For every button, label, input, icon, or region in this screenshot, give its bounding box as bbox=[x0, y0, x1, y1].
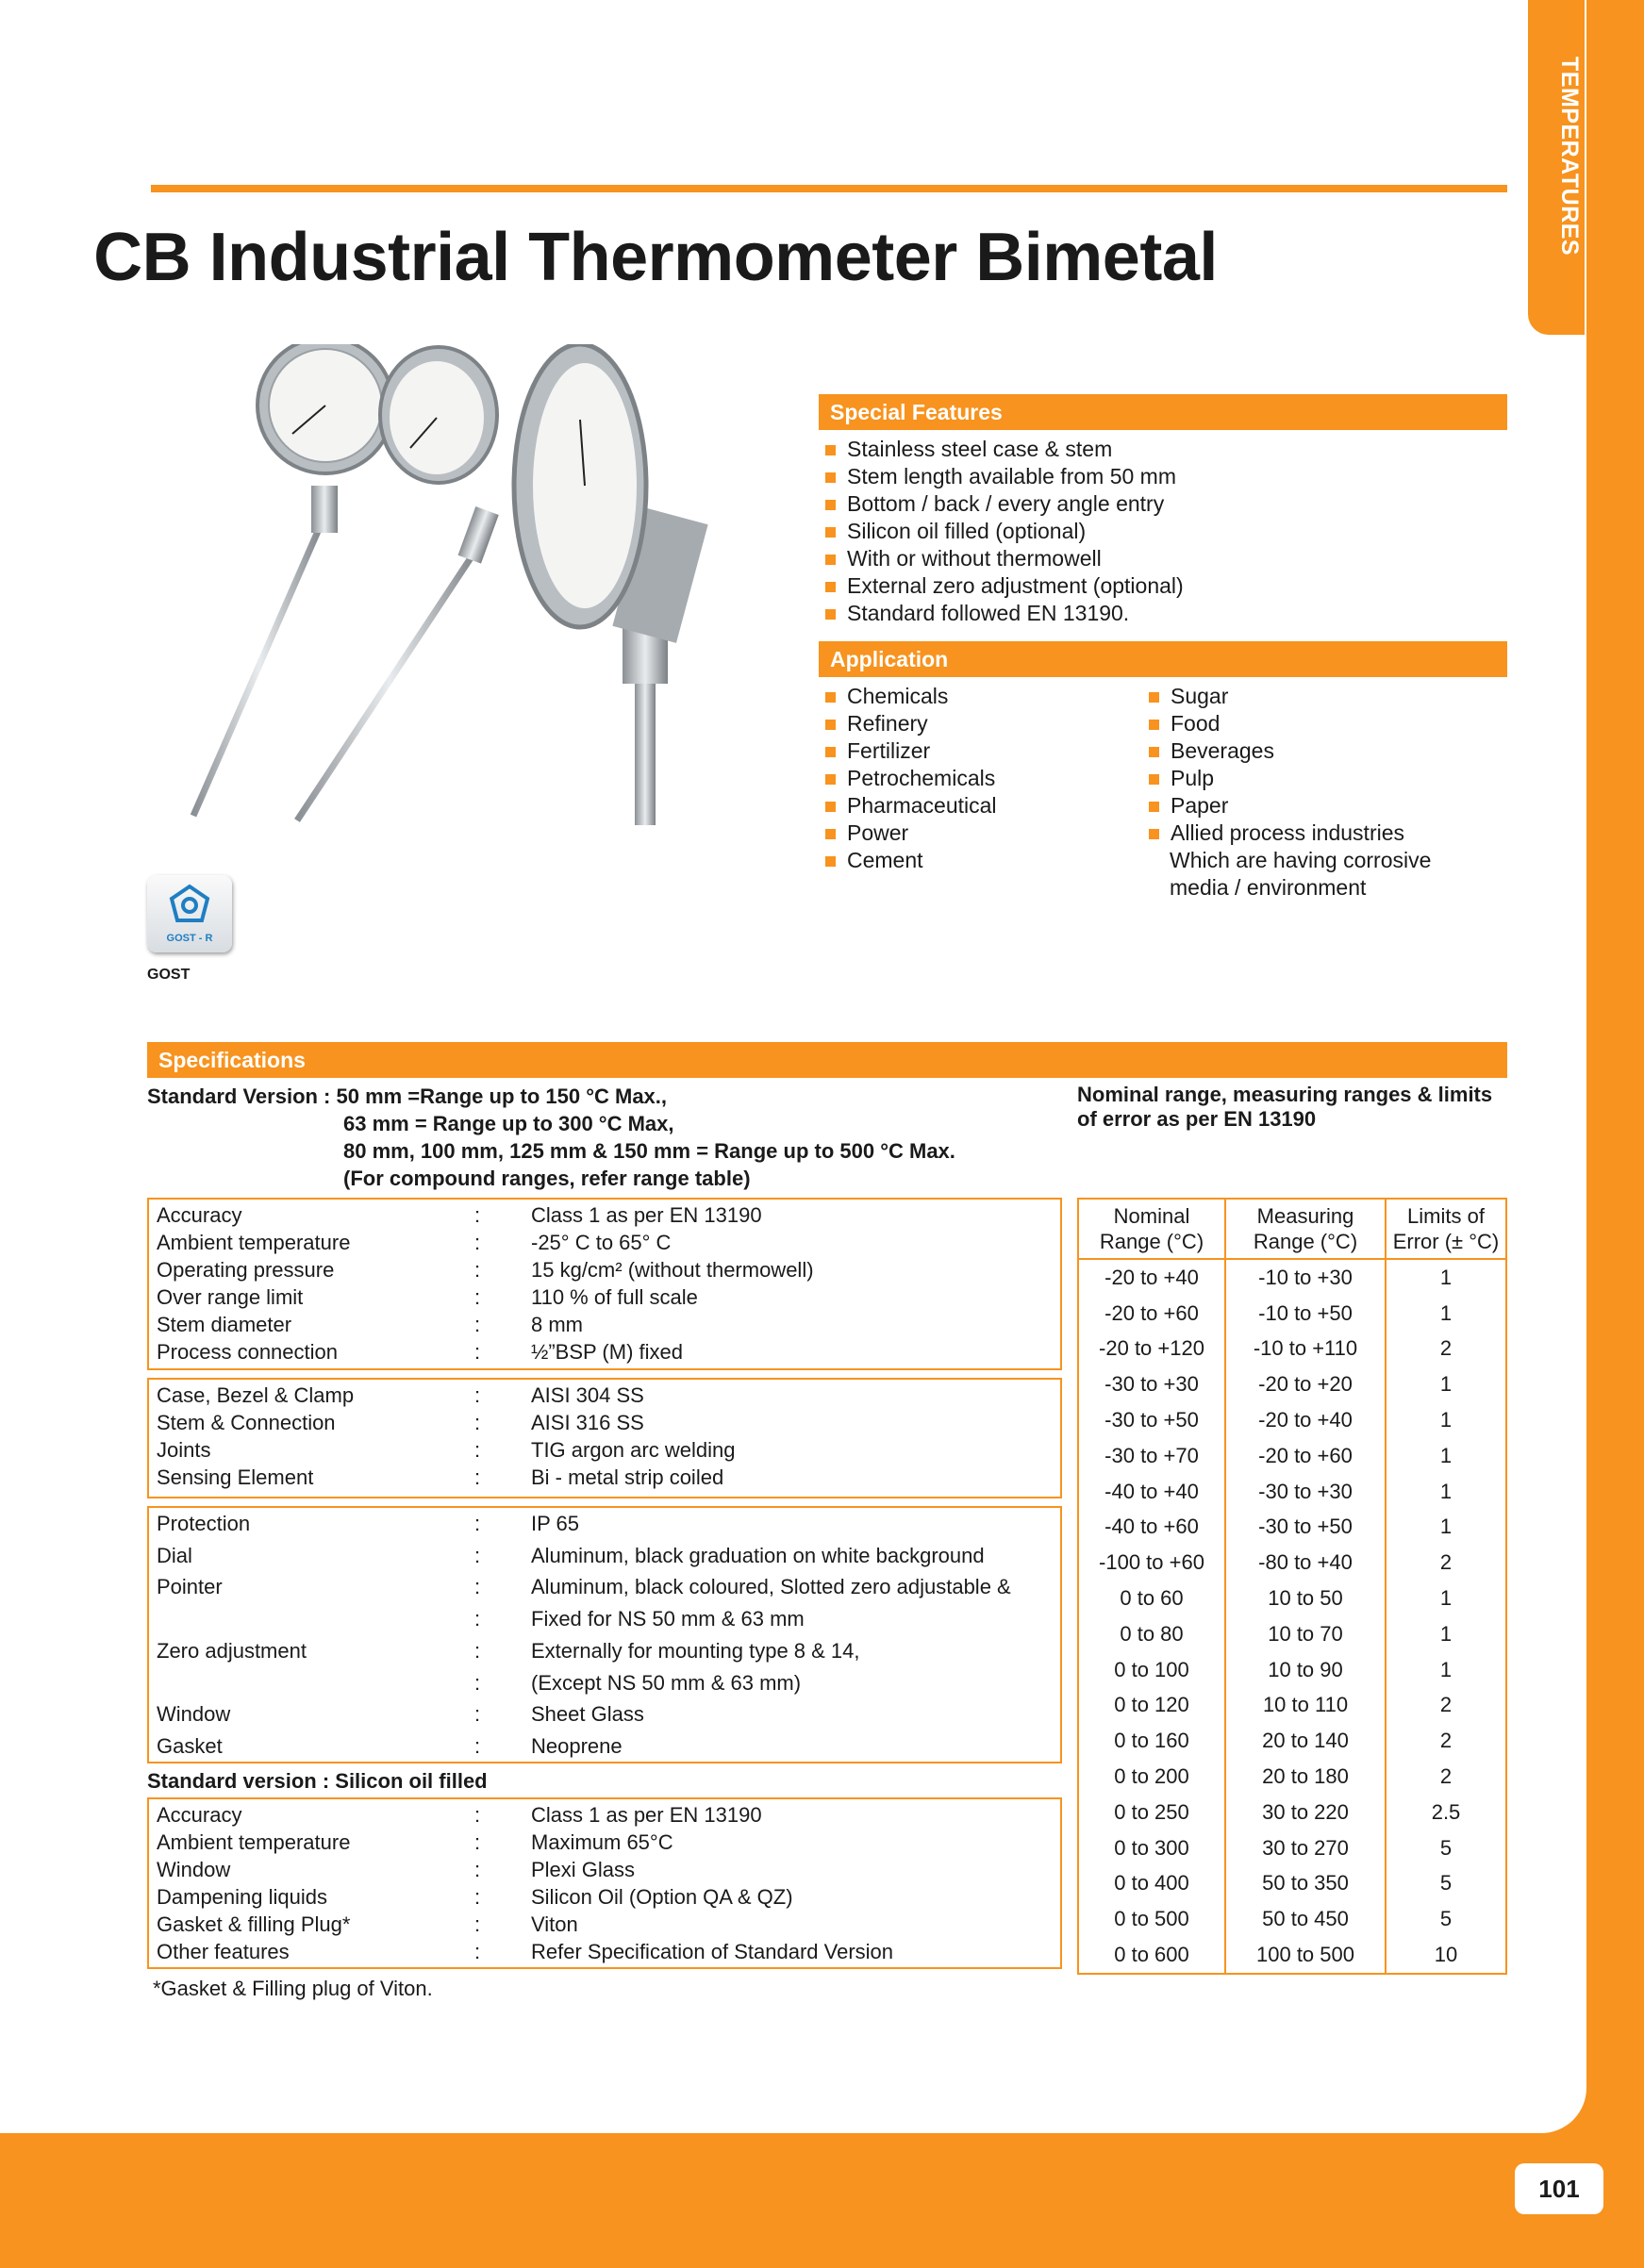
measuring-range-cell: 10 to 70 bbox=[1225, 1616, 1386, 1652]
nominal-range-cell: 0 to 600 bbox=[1078, 1937, 1225, 1974]
spec-label: Dial bbox=[157, 1543, 192, 1567]
spec-value: Fixed for NS 50 mm & 63 mm bbox=[531, 1607, 805, 1631]
measuring-range-cell: 10 to 110 bbox=[1225, 1688, 1386, 1724]
error-limit-cell: 1 bbox=[1386, 1259, 1506, 1296]
spec-value: TIG argon arc welding bbox=[531, 1438, 736, 1462]
range-table-row bbox=[1078, 1866, 1506, 1902]
spec-label: Stem diameter bbox=[157, 1313, 292, 1336]
spec-label: Dampening liquids bbox=[157, 1885, 327, 1909]
gost-badge bbox=[147, 875, 232, 952]
feature-item bbox=[822, 518, 1184, 545]
range-table-row bbox=[1078, 1616, 1506, 1652]
standard-version-line-2: 63 mm = Range up to 300 °C Max, bbox=[343, 1112, 674, 1135]
application-item bbox=[1146, 683, 1431, 710]
spec-separator: : bbox=[474, 1830, 481, 1854]
nominal-range-cell: 0 to 200 bbox=[1078, 1759, 1225, 1795]
spec-separator: : bbox=[474, 1940, 481, 1963]
footnote: *Gasket & Filling plug of Viton. bbox=[153, 1977, 433, 2000]
application-text: Power bbox=[847, 820, 909, 845]
application-text: Refinery bbox=[847, 711, 928, 736]
application-item bbox=[822, 710, 997, 737]
error-limit-cell: 10 bbox=[1386, 1937, 1506, 1974]
feature-text: With or without thermowell bbox=[847, 546, 1102, 571]
spec-value: Sheet Glass bbox=[531, 1702, 644, 1727]
spec-value: Silicon Oil (Option QA & QZ) bbox=[531, 1885, 793, 1909]
error-limit-cell: 2 bbox=[1386, 1759, 1506, 1795]
error-limit-cell: 1 bbox=[1386, 1616, 1506, 1652]
square-bullet-icon bbox=[825, 747, 836, 757]
spec-label: Gasket & filling Plug* bbox=[157, 1912, 351, 1936]
measuring-range-cell: 50 to 450 bbox=[1225, 1901, 1386, 1937]
footer-band bbox=[0, 2133, 1644, 2268]
page-number: 101 bbox=[1515, 2163, 1603, 2214]
feature-text: Bottom / back / every angle entry bbox=[847, 491, 1165, 516]
spec-value: AISI 316 SS bbox=[531, 1411, 644, 1434]
header-nominal-line-1: Nominal bbox=[1113, 1204, 1190, 1228]
spec-label: Ambient temperature bbox=[157, 1830, 351, 1854]
application-heading: Application bbox=[819, 641, 1507, 677]
special-features-list bbox=[822, 436, 1184, 627]
spec-separator: : bbox=[474, 1733, 481, 1758]
square-bullet-icon bbox=[1149, 774, 1159, 785]
measuring-range-cell: 20 to 140 bbox=[1225, 1723, 1386, 1759]
spec-separator: : bbox=[474, 1912, 481, 1936]
nominal-range-cell: -20 to +40 bbox=[1078, 1259, 1225, 1296]
spec-label: Gasket bbox=[157, 1733, 223, 1758]
range-table-row bbox=[1078, 1259, 1506, 1296]
measuring-range-cell: 50 to 350 bbox=[1225, 1866, 1386, 1902]
range-table-row bbox=[1078, 1402, 1506, 1438]
error-limit-cell: 1 bbox=[1386, 1366, 1506, 1402]
square-bullet-icon bbox=[825, 555, 836, 565]
spec-value: Class 1 as per EN 13190 bbox=[531, 1803, 762, 1827]
application-text: Cement bbox=[847, 848, 923, 872]
header-nominal-line-2: Range (°C) bbox=[1099, 1230, 1204, 1253]
application-text: Paper bbox=[1171, 793, 1229, 818]
nominal-range-cell: -20 to +120 bbox=[1078, 1332, 1225, 1367]
range-table-row bbox=[1078, 1332, 1506, 1367]
error-limit-cell: 2.5 bbox=[1386, 1795, 1506, 1830]
spec-value: -25° C to 65° C bbox=[531, 1231, 672, 1254]
range-table-row bbox=[1078, 1510, 1506, 1546]
feature-item bbox=[822, 600, 1184, 627]
spec-value: Bi - metal strip coiled bbox=[531, 1465, 724, 1489]
spec-separator: : bbox=[474, 1512, 481, 1535]
error-limit-cell: 1 bbox=[1386, 1510, 1506, 1546]
error-limit-cell: 2 bbox=[1386, 1723, 1506, 1759]
spec-separator: : bbox=[474, 1670, 481, 1695]
range-table-row bbox=[1078, 1937, 1506, 1974]
header-limits-line-1: Limits of bbox=[1407, 1204, 1485, 1228]
header-limits bbox=[1386, 1199, 1506, 1259]
square-bullet-icon bbox=[825, 720, 836, 730]
application-text: Chemicals bbox=[847, 684, 949, 708]
spec-label: Accuracy bbox=[157, 1203, 242, 1227]
application-item bbox=[822, 765, 997, 792]
square-bullet-icon bbox=[1149, 692, 1159, 703]
header-limits-line-2: Error (± °C) bbox=[1392, 1230, 1500, 1253]
square-bullet-icon bbox=[1149, 720, 1159, 730]
error-limit-cell: 1 bbox=[1386, 1402, 1506, 1438]
nominal-range-cell: 0 to 80 bbox=[1078, 1616, 1225, 1652]
spec-separator: : bbox=[474, 1203, 481, 1227]
standard-version-line-4: (For compound ranges, refer range table) bbox=[343, 1167, 751, 1190]
measuring-range-cell: 10 to 50 bbox=[1225, 1581, 1386, 1616]
error-limit-cell: 1 bbox=[1386, 1581, 1506, 1616]
square-bullet-icon bbox=[825, 472, 836, 483]
application-text: Allied process industries bbox=[1171, 820, 1405, 845]
spec-value: Aluminum, black graduation on white background bbox=[531, 1543, 985, 1567]
application-item bbox=[1146, 765, 1431, 792]
spec-value: Maximum 65°C bbox=[531, 1830, 673, 1854]
nominal-range-cell: 0 to 250 bbox=[1078, 1795, 1225, 1830]
range-table-caption-line-1: Nominal range, measuring ranges & limits bbox=[1077, 1083, 1493, 1106]
gost-badge-text: GOST - R bbox=[166, 933, 213, 944]
standard-version-line-3: 80 mm, 100 mm, 125 mm & 150 mm = Range up to 500 °C Max. bbox=[343, 1139, 955, 1163]
feature-text: Standard followed EN 13190. bbox=[847, 601, 1130, 625]
specifications-heading: Specifications bbox=[147, 1042, 1507, 1078]
range-table-header-row bbox=[1078, 1199, 1506, 1259]
range-table-row bbox=[1078, 1688, 1506, 1724]
error-limit-cell: 5 bbox=[1386, 1830, 1506, 1866]
application-item bbox=[822, 737, 997, 765]
nominal-range-cell: -100 to +60 bbox=[1078, 1545, 1225, 1581]
spec-separator: : bbox=[474, 1285, 481, 1309]
feature-item bbox=[822, 545, 1184, 572]
spec-label: Protection bbox=[157, 1512, 251, 1535]
feature-item bbox=[822, 490, 1184, 518]
gost-caption: GOST bbox=[147, 967, 191, 983]
application-item bbox=[1146, 792, 1431, 819]
application-continuation: Which are having corrosive bbox=[1170, 848, 1432, 872]
spec-value: Aluminum, black coloured, Slotted zero adjustable & bbox=[531, 1575, 1011, 1599]
spec-separator: : bbox=[474, 1438, 481, 1462]
spec-separator: : bbox=[474, 1543, 481, 1567]
header-measuring-line-2: Range (°C) bbox=[1253, 1230, 1358, 1253]
special-features-heading: Special Features bbox=[819, 394, 1507, 430]
square-bullet-icon bbox=[825, 445, 836, 455]
square-bullet-icon bbox=[825, 802, 836, 812]
spec-separator: : bbox=[474, 1231, 481, 1254]
spec-label: Process connection bbox=[157, 1340, 338, 1364]
spec-separator: : bbox=[474, 1803, 481, 1827]
nominal-range-cell: 0 to 100 bbox=[1078, 1652, 1225, 1688]
application-item bbox=[822, 792, 997, 819]
spec-value: AISI 304 SS bbox=[531, 1383, 644, 1407]
application-item bbox=[1146, 710, 1431, 737]
application-item bbox=[1146, 819, 1431, 847]
square-bullet-icon bbox=[825, 692, 836, 703]
product-photo bbox=[184, 344, 806, 835]
spec-separator: : bbox=[474, 1638, 481, 1663]
feature-text: Stainless steel case & stem bbox=[847, 437, 1113, 461]
header-nominal bbox=[1078, 1199, 1225, 1259]
nominal-range-cell: -40 to +40 bbox=[1078, 1474, 1225, 1510]
spec-separator: : bbox=[474, 1340, 481, 1364]
nominal-range-cell: -30 to +50 bbox=[1078, 1402, 1225, 1438]
spec-separator: : bbox=[474, 1702, 481, 1727]
spec-label: Ambient temperature bbox=[157, 1231, 351, 1254]
square-bullet-icon bbox=[825, 527, 836, 538]
error-limit-cell: 1 bbox=[1386, 1474, 1506, 1510]
application-text: Petrochemicals bbox=[847, 766, 996, 790]
application-item bbox=[1146, 737, 1431, 765]
spec-separator: : bbox=[474, 1383, 481, 1407]
error-limit-cell: 2 bbox=[1386, 1688, 1506, 1724]
nominal-range-cell: -40 to +60 bbox=[1078, 1510, 1225, 1546]
spec-value: Plexi Glass bbox=[531, 1858, 636, 1881]
application-item bbox=[822, 847, 997, 874]
measuring-range-cell: -20 to +60 bbox=[1225, 1438, 1386, 1474]
range-table-row bbox=[1078, 1438, 1506, 1474]
range-table-row bbox=[1078, 1474, 1506, 1510]
spec-separator: : bbox=[474, 1858, 481, 1881]
spec-value: (Except NS 50 mm & 63 mm) bbox=[531, 1670, 802, 1695]
application-item bbox=[822, 819, 997, 847]
application-list-left bbox=[822, 683, 997, 874]
spec-value: Externally for mounting type 8 & 14, bbox=[531, 1638, 860, 1663]
spec-value: 110 % of full scale bbox=[531, 1285, 698, 1309]
nominal-range-cell: 0 to 400 bbox=[1078, 1866, 1225, 1902]
application-item bbox=[822, 683, 997, 710]
spec-label: Window bbox=[157, 1858, 231, 1881]
spec-separator: : bbox=[474, 1465, 481, 1489]
range-table-row bbox=[1078, 1723, 1506, 1759]
measuring-range-cell: -10 to +50 bbox=[1225, 1296, 1386, 1332]
nominal-range-cell: 0 to 60 bbox=[1078, 1581, 1225, 1616]
measuring-range-cell: 30 to 220 bbox=[1225, 1795, 1386, 1830]
spec-label: Over range limit bbox=[157, 1285, 304, 1309]
spec-separator: : bbox=[474, 1411, 481, 1434]
range-table-caption-line-2: of error as per EN 13190 bbox=[1077, 1107, 1317, 1131]
spec-value: 15 kg/cm² (without thermowell) bbox=[531, 1258, 814, 1282]
spec-group-materials bbox=[147, 1378, 1062, 1498]
square-bullet-icon bbox=[1149, 802, 1159, 812]
range-table-row bbox=[1078, 1545, 1506, 1581]
nominal-range-cell: 0 to 120 bbox=[1078, 1688, 1225, 1724]
range-table-body bbox=[1078, 1259, 1506, 1974]
square-bullet-icon bbox=[825, 500, 836, 510]
range-table-row bbox=[1078, 1366, 1506, 1402]
measuring-range-cell: -20 to +40 bbox=[1225, 1402, 1386, 1438]
range-table bbox=[1077, 1198, 1507, 1975]
spec-value: IP 65 bbox=[531, 1512, 579, 1535]
category-tab-label: TEMPERATURES bbox=[1556, 57, 1583, 257]
square-bullet-icon bbox=[825, 774, 836, 785]
application-text: Fertilizer bbox=[847, 738, 931, 763]
spec-separator: : bbox=[474, 1885, 481, 1909]
spec-value: Neoprene bbox=[531, 1733, 623, 1758]
nominal-range-cell: 0 to 300 bbox=[1078, 1830, 1225, 1866]
measuring-range-cell: 20 to 180 bbox=[1225, 1759, 1386, 1795]
error-limit-cell: 2 bbox=[1386, 1332, 1506, 1367]
application-text: Sugar bbox=[1171, 684, 1229, 708]
spec-label: Window bbox=[157, 1702, 231, 1727]
square-bullet-icon bbox=[825, 856, 836, 867]
square-bullet-icon bbox=[825, 582, 836, 592]
range-table-row bbox=[1078, 1830, 1506, 1866]
error-limit-cell: 1 bbox=[1386, 1296, 1506, 1332]
spec-value: Refer Specification of Standard Version bbox=[531, 1940, 894, 1963]
square-bullet-icon bbox=[825, 609, 836, 620]
spec-separator: : bbox=[474, 1313, 481, 1336]
spec-separator: : bbox=[474, 1575, 481, 1599]
spec-value: Class 1 as per EN 13190 bbox=[531, 1203, 762, 1227]
spec-label: Zero adjustment bbox=[157, 1638, 307, 1663]
measuring-range-cell: -30 to +30 bbox=[1225, 1474, 1386, 1510]
measuring-range-cell: -10 to +110 bbox=[1225, 1332, 1386, 1367]
nominal-range-cell: -20 to +60 bbox=[1078, 1296, 1225, 1332]
range-table-row bbox=[1078, 1652, 1506, 1688]
application-continuation: media / environment bbox=[1170, 875, 1367, 900]
spec-group-general bbox=[147, 1198, 1062, 1370]
measuring-range-cell: -20 to +20 bbox=[1225, 1366, 1386, 1402]
error-limit-cell: 5 bbox=[1386, 1866, 1506, 1902]
title-rule bbox=[151, 185, 1507, 192]
measuring-range-cell: 30 to 270 bbox=[1225, 1830, 1386, 1866]
silicon-version-heading: Standard version : Silicon oil filled bbox=[147, 1769, 488, 1793]
spec-label: Pointer bbox=[157, 1575, 223, 1599]
spec-separator: : bbox=[474, 1607, 481, 1631]
feature-item bbox=[822, 436, 1184, 463]
error-limit-cell: 5 bbox=[1386, 1901, 1506, 1937]
spec-label: Other features bbox=[157, 1940, 290, 1963]
spec-label: Accuracy bbox=[157, 1803, 242, 1827]
range-table-row bbox=[1078, 1901, 1506, 1937]
feature-text: External zero adjustment (optional) bbox=[847, 573, 1184, 598]
range-table-row bbox=[1078, 1296, 1506, 1332]
error-limit-cell: 1 bbox=[1386, 1652, 1506, 1688]
application-list-right bbox=[1146, 683, 1431, 902]
range-table-row bbox=[1078, 1759, 1506, 1795]
header-measuring-line-1: Measuring bbox=[1256, 1204, 1354, 1228]
application-text: Pharmaceutical bbox=[847, 793, 997, 818]
spec-label: Joints bbox=[157, 1438, 211, 1462]
spec-separator: : bbox=[474, 1258, 481, 1282]
spec-label: Case, Bezel & Clamp bbox=[157, 1383, 355, 1407]
error-limit-cell: 2 bbox=[1386, 1545, 1506, 1581]
spec-label: Sensing Element bbox=[157, 1465, 314, 1489]
spec-value: 8 mm bbox=[531, 1313, 583, 1336]
measuring-range-cell: 100 to 500 bbox=[1225, 1937, 1386, 1974]
application-text: Pulp bbox=[1171, 766, 1215, 790]
error-limit-cell: 1 bbox=[1386, 1438, 1506, 1474]
feature-text: Silicon oil filled (optional) bbox=[847, 519, 1087, 543]
nominal-range-cell: 0 to 160 bbox=[1078, 1723, 1225, 1759]
spec-group-dial bbox=[147, 1506, 1062, 1763]
feature-text: Stem length available from 50 mm bbox=[847, 464, 1176, 488]
measuring-range-cell: -80 to +40 bbox=[1225, 1545, 1386, 1581]
standard-version-line-1: Standard Version : 50 mm =Range up to 150 °C Max., bbox=[147, 1084, 668, 1108]
square-bullet-icon bbox=[1149, 829, 1159, 839]
spec-label: Stem & Connection bbox=[157, 1411, 336, 1434]
spec-group-silicon bbox=[147, 1797, 1062, 1969]
nominal-range-cell: -30 to +70 bbox=[1078, 1438, 1225, 1474]
spec-label: Operating pressure bbox=[157, 1258, 335, 1282]
spec-value: Viton bbox=[531, 1912, 578, 1936]
application-text: Food bbox=[1171, 711, 1221, 736]
header-measuring bbox=[1225, 1199, 1386, 1259]
gost-logo-icon bbox=[147, 875, 232, 952]
feature-item bbox=[822, 572, 1184, 600]
spec-value: ½”BSP (M) fixed bbox=[531, 1340, 683, 1364]
range-table-row bbox=[1078, 1795, 1506, 1830]
square-bullet-icon bbox=[825, 829, 836, 839]
range-table-row bbox=[1078, 1581, 1506, 1616]
measuring-range-cell: -30 to +50 bbox=[1225, 1510, 1386, 1546]
measuring-range-cell: 10 to 90 bbox=[1225, 1652, 1386, 1688]
nominal-range-cell: 0 to 500 bbox=[1078, 1901, 1225, 1937]
feature-item bbox=[822, 463, 1184, 490]
page-title: CB Industrial Thermometer Bimetal bbox=[93, 220, 1218, 295]
application-text: Beverages bbox=[1171, 738, 1274, 763]
square-bullet-icon bbox=[1149, 747, 1159, 757]
nominal-range-cell: -30 to +30 bbox=[1078, 1366, 1225, 1402]
measuring-range-cell: -10 to +30 bbox=[1225, 1259, 1386, 1296]
